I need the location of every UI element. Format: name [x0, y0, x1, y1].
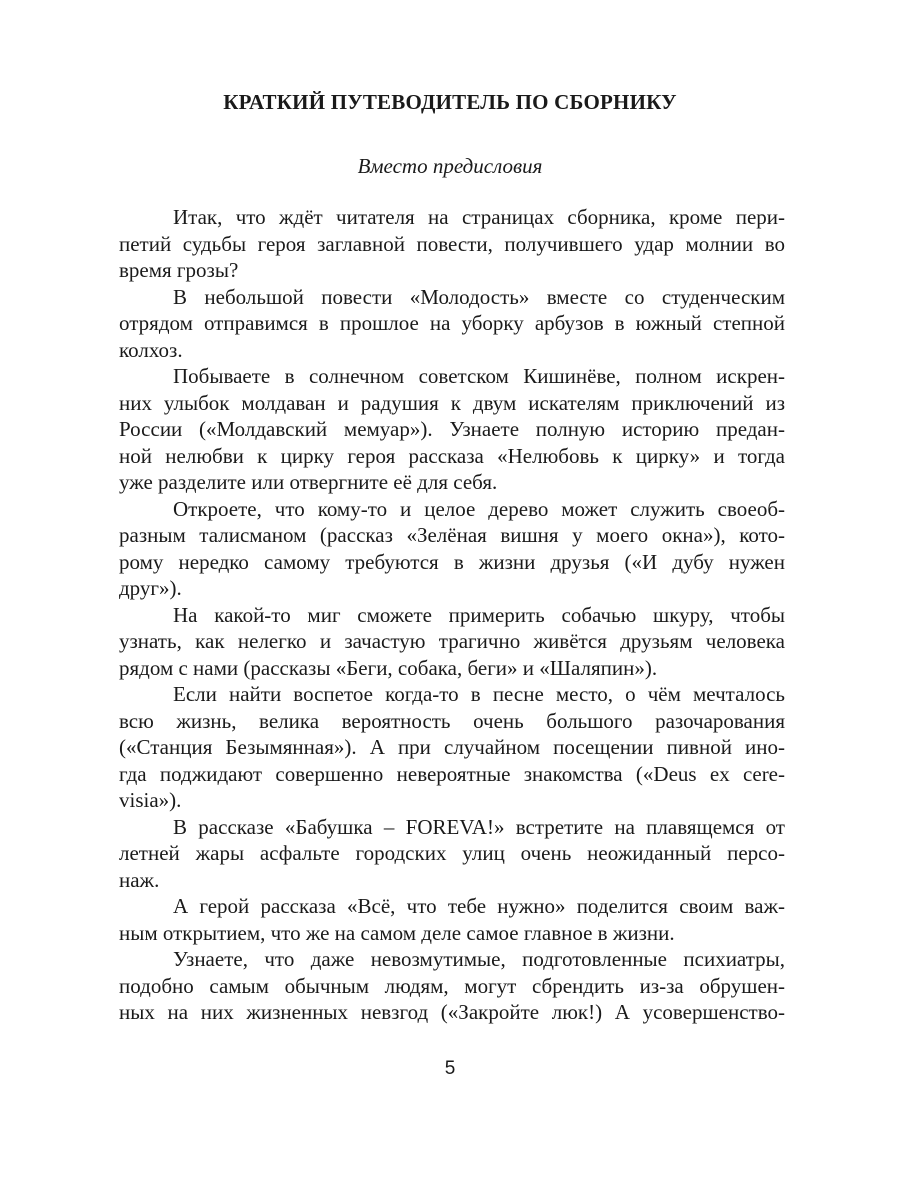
text-line: На какой-то миг сможете примерить собачью шкуру, чтобы	[173, 602, 785, 627]
text-line: Откроете, что кому-то и целое дерево может служить своеоб-	[173, 496, 785, 521]
text-line: всю жизнь, велика вероятность очень большого разочарования	[119, 708, 785, 733]
body-text	[119, 204, 785, 1026]
text-line: Если найти воспетое когда-то в песне место, о чём мечталось	[173, 682, 785, 706]
text-line: рядом с нами (рассказы «Беги, собака, беги» и «Шаляпин»).	[119, 655, 658, 680]
text-line: ным открытием, что же на самом деле самое главное в жизни.	[119, 920, 675, 945]
text-line: Побываете в солнечном советском Кишинёве, полном искрен-	[173, 364, 785, 388]
text-line: России («Молдавский мемуар»). Узнаете полную историю предан-	[119, 417, 785, 441]
text-line: летней жары асфальте городских улиц очень неожиданный персо-	[119, 841, 785, 865]
text-line: visia»).	[119, 788, 182, 812]
text-line: разным талисманом (рассказ «Зелёная вишня у моего окна»), кото-	[119, 523, 785, 547]
text-line: Итак, что ждёт читателя на страницах сборника, кроме пери-	[173, 205, 785, 229]
text-line: ных на них жизненных невзгод («Закройте люк!) А усовершенство-	[119, 1000, 785, 1024]
text-line: узнать, как нелегко и зачастую трагично живётся друзьям человека	[119, 629, 785, 653]
text-line: гда поджидают совершенно невероятные знакомства («Deus ex cere-	[119, 761, 785, 786]
text-line: («Станция Безымянная»). А при случайном посещении пивной ино-	[119, 735, 785, 759]
page-number: 5	[444, 1058, 456, 1079]
text-line: рому нередко самому требуются в жизни друзья («И дубу нужен	[119, 549, 785, 574]
chapter-title: КРАТКИЙ ПУТЕВОДИТЕЛЬ ПО СБОРНИКУ	[223, 90, 677, 114]
text-line: В небольшой повести «Молодость» вместе со студенческим	[173, 284, 785, 309]
chapter-subtitle: Вместо предисловия	[357, 154, 543, 178]
text-line: ной нелюбви к цирку героя рассказа «Нелюбовь к цирку» и тогда	[119, 443, 785, 468]
text-line: уже разделите или отвергните её для себя.	[119, 470, 498, 494]
text-line: петий судьбы героя заглавной повести, получившего удар молнии во	[119, 231, 785, 256]
text-line: отрядом отправимся в прошлое на уборку арбузов в южный степной	[119, 311, 785, 335]
text-line: время грозы?	[119, 258, 239, 282]
text-line: Узнаете, что даже невозмутимые, подготовленные психиатры,	[173, 947, 785, 971]
text-line: В рассказе «Бабушка – FOREVA!» встретите на плавящемся от	[173, 814, 785, 839]
text-line: них улыбок молдаван и радушия к двум искателям приключений из	[119, 390, 785, 415]
text-line: друг»).	[119, 576, 182, 600]
text-line: А герой рассказа «Всё, что тебе нужно» поделится своим важ-	[173, 894, 785, 918]
text-line: колхоз.	[119, 337, 183, 362]
text-line: подобно самым обычным людям, могут сбрендить из-за обрушен-	[119, 973, 785, 998]
text-line: наж.	[119, 867, 160, 892]
